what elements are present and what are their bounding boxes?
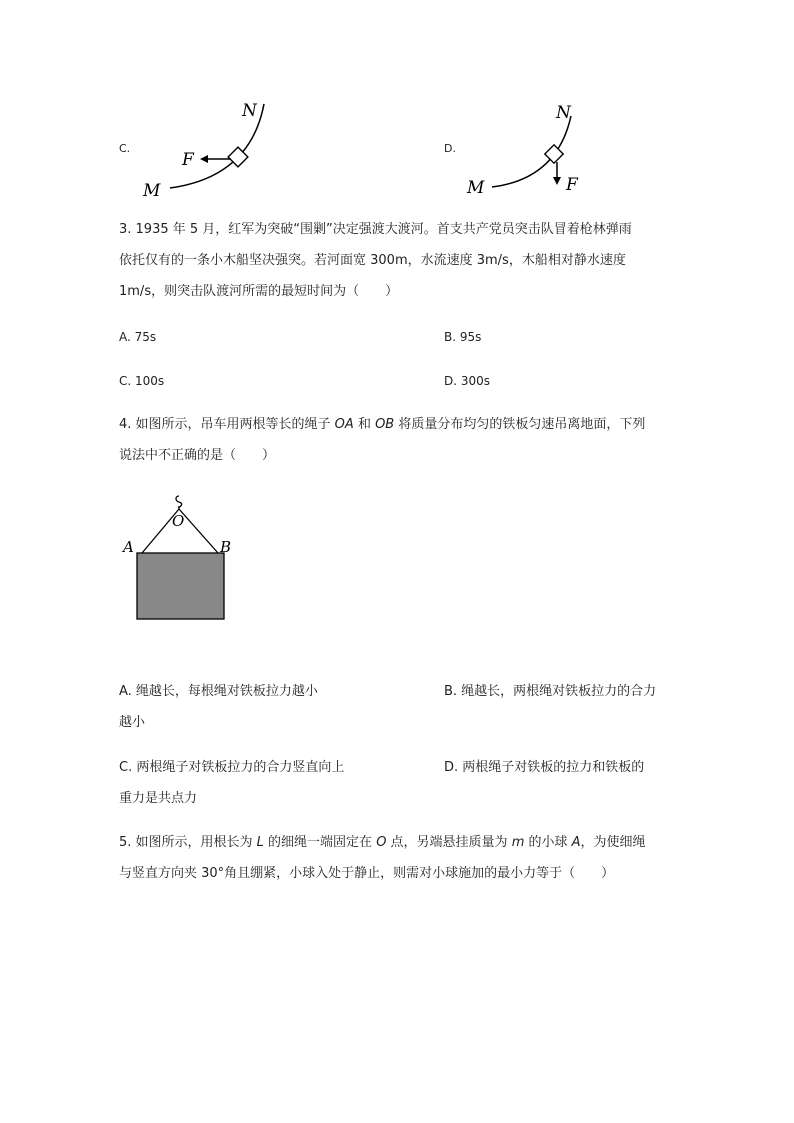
q4-rope-ob: OB xyxy=(375,417,395,432)
q4-option-c[interactable]: C. 两根绳子对铁板拉力的合力竖直向上 重力是共点力 xyxy=(119,760,345,806)
q3-line-1: 3. 1935 年 5 月，红军为突破“围剿”决定强渡大渡河。首支共产党员突击队冒着枪林弹雨 xyxy=(119,222,632,237)
option-c-label: C. xyxy=(119,142,131,155)
label-n: N xyxy=(556,103,571,123)
q3-option-a[interactable]: A. 75s xyxy=(119,330,157,344)
q4-rope-oa: OA xyxy=(334,417,354,432)
q3-option-d[interactable]: D. 300s xyxy=(444,374,491,388)
rope-ob xyxy=(179,509,218,553)
crane-figure xyxy=(118,490,238,626)
q3-option-c[interactable]: C. 100s xyxy=(119,374,165,388)
q3-line-2: 依托仅有的一条小木船坚决强突。若河面宽 300m，水流速度 3m/s，木船相对静水速度 xyxy=(119,253,626,268)
label-b: B xyxy=(220,538,232,556)
label-n: N xyxy=(242,101,257,121)
q3-option-b[interactable]: B. 95s xyxy=(444,330,482,344)
q4-line-1: 4. 如图所示，吊车用两根等长的绳子 OA 和 OB 将质量分布均匀的铁板匀速吊离地面，下列 xyxy=(119,417,646,432)
diagram-c xyxy=(140,92,300,202)
q4-line-2: 说法中不正确的是（ ） xyxy=(119,448,276,463)
q5-line-2: 与竖直方向夹 30°角且绷紧，小球入处于静止，则需对小球施加的最小力等于（ ） xyxy=(119,866,615,881)
q4-option-a[interactable]: A. 绳越长，每根绳对铁板拉力越小 越小 xyxy=(119,684,318,730)
question-5 xyxy=(119,827,679,889)
label-a: A xyxy=(123,538,134,556)
hook-icon xyxy=(176,496,182,507)
q4-option-d[interactable]: D. 两根绳子对铁板的拉力和铁板的 xyxy=(444,760,645,775)
block xyxy=(545,145,563,163)
q5-line-1: 5. 如图所示，用根长为 L 的细绳一端固定在 O 点，另端悬挂质量为 m 的小球 A，为使细绳 xyxy=(119,835,646,850)
label-f: F xyxy=(182,150,194,170)
option-d-label: D. xyxy=(444,142,456,155)
q3-line-3: 1m/s，则突击队渡河所需的最短时间为（ ） xyxy=(119,284,399,299)
label-m: M xyxy=(467,178,485,198)
label-o: O xyxy=(172,512,185,530)
label-f: F xyxy=(566,175,578,195)
question-3 xyxy=(119,214,679,307)
label-m: M xyxy=(143,181,161,201)
q4-option-b[interactable]: B. 绳越长，两根绳对铁板拉力的合力 xyxy=(444,684,657,699)
diagram-d xyxy=(462,96,602,202)
iron-plate xyxy=(137,553,224,619)
question-4 xyxy=(119,409,679,471)
